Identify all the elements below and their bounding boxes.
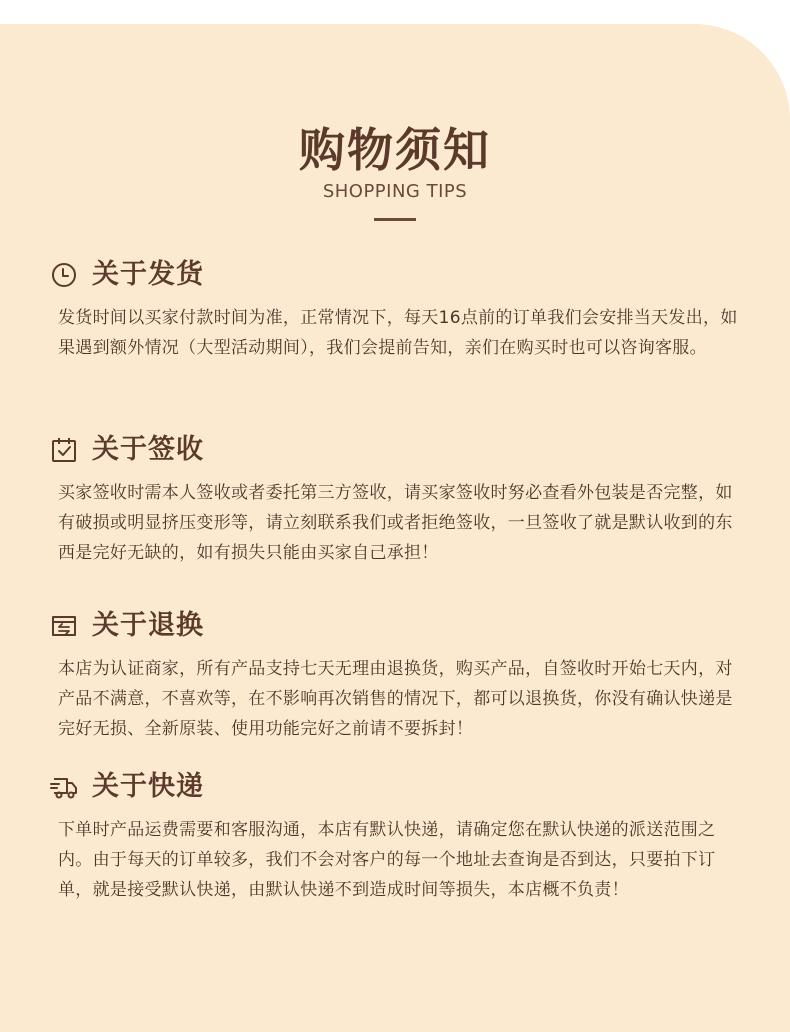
section-title: 关于快递 [92,771,204,802]
section-text: 本店为认证商家，所有产品支持七天无理由退换货，购买产品，自签收时开始七天内，对产品不满意，不喜欢等，在不影响再次销售的情况下，都可以退换货，你没有确认快递是完好无损、全新原装、使用功能完好之前请不要拆封！ [58,659,733,739]
section-title: 关于退换 [92,610,204,641]
section-header [50,769,740,805]
clock-icon [50,261,78,289]
page-subtitle: SHOPPING TIPS [322,181,468,202]
page-title: 购物须知 [299,123,491,177]
section-shipping [50,257,740,363]
calendar-check-icon [50,436,78,464]
section-header [50,432,740,468]
section-header [50,257,740,293]
section-title: 关于发货 [92,259,204,290]
delivery-truck-icon [50,773,78,801]
page-header [0,120,790,221]
section-title: 关于签收 [92,434,204,465]
section-text: 买家签收时需本人签收或者委托第三方签收，请买家签收时努必查看外包装是否完整，如有破损或明显挤压变形等，请立刻联系我们或者拒绝签收，一旦签收了就是默认收到的东西是完好无缺的，如有损失只能由买家自己承担！ [58,483,733,563]
return-box-icon [50,612,78,640]
section-header [50,608,740,644]
section-receipt [50,432,740,568]
section-courier [50,769,740,905]
section-text: 发货时间以买家付款时间为准，正常情况下，每天16点前的订单我们会安排当天发出，如果遇到额外情况（大型活动期间），我们会提前告知，亲们在购买时也可以咨询客服。 [58,308,738,358]
title-divider [374,218,416,221]
section-text: 下单时产品运费需要和客服沟通，本店有默认快递，请确定您在默认快递的派送范围之内。由于每天的订单较多，我们不会对客户的每一个地址去查询是否到达，只要拍下订单，就是接受默认快递，由默认快递不到造成时间等损失，本店概不负责！ [58,820,716,900]
section-returns [50,608,740,744]
tips-card [0,24,790,1032]
